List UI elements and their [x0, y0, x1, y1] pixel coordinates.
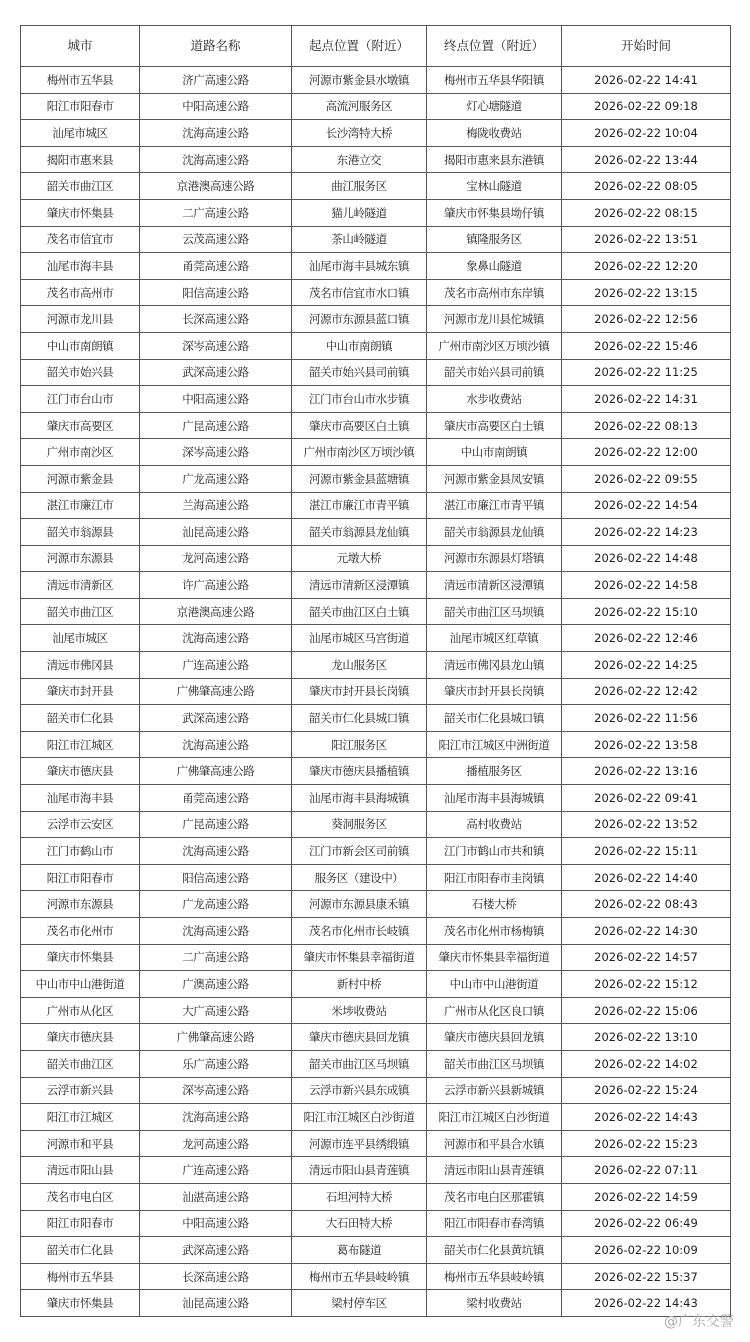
- table-row: [21, 332, 731, 359]
- table-row: [21, 598, 731, 625]
- cell-road-name: 济广高速公路: [140, 67, 292, 94]
- cell-end-location: 茂名市电白区那霍镇: [427, 1183, 562, 1210]
- cell-start-time: 2026-02-22 15:10: [562, 598, 731, 625]
- cell-start-location: 服务区（建设中）: [292, 864, 427, 891]
- cell-start-time: 2026-02-22 12:46: [562, 625, 731, 652]
- cell-start-location: 河源市紫金县蓝塘镇: [292, 465, 427, 492]
- cell-road-name: 汕昆高速公路: [140, 1290, 292, 1317]
- cell-city: 江门市鹤山市: [21, 838, 140, 865]
- cell-end-location: 灯心塘隧道: [427, 93, 562, 120]
- cell-road-name: 深岑高速公路: [140, 1077, 292, 1104]
- cell-end-location: 清远市阳山县青莲镇: [427, 1157, 562, 1184]
- cell-start-location: 韶关市曲江区白土镇: [292, 598, 427, 625]
- cell-end-location: 梁村收费站: [427, 1290, 562, 1317]
- cell-start-location: 茂名市信宜市水口镇: [292, 279, 427, 306]
- cell-start-time: 2026-02-22 15:06: [562, 997, 731, 1024]
- table-row: [21, 918, 731, 945]
- road-data-table: [20, 25, 731, 1317]
- cell-start-location: 猫儿岭隧道: [292, 199, 427, 226]
- cell-start-location: 汕尾市海丰县海城镇: [292, 785, 427, 812]
- cell-end-location: 梅州市五华县岐岭镇: [427, 1263, 562, 1290]
- cell-road-name: 中阳高速公路: [140, 1210, 292, 1237]
- cell-start-location: 河源市连平县绣缎镇: [292, 1130, 427, 1157]
- cell-start-location: 肇庆市封开县长岗镇: [292, 678, 427, 705]
- table-row: [21, 1130, 731, 1157]
- cell-start-time: 2026-02-22 08:05: [562, 173, 731, 200]
- cell-start-location: 米埗收费站: [292, 997, 427, 1024]
- cell-end-location: 梅州市五华县华阳镇: [427, 67, 562, 94]
- cell-city: 韶关市仁化县: [21, 705, 140, 732]
- cell-city: 河源市龙川县: [21, 306, 140, 333]
- cell-road-name: 汕湛高速公路: [140, 1183, 292, 1210]
- cell-start-location: 江门市台山市水步镇: [292, 386, 427, 413]
- cell-start-location: 清远市阳山县青莲镇: [292, 1157, 427, 1184]
- cell-road-name: 武深高速公路: [140, 359, 292, 386]
- cell-city: 阳江市阳春市: [21, 1210, 140, 1237]
- cell-road-name: 长深高速公路: [140, 306, 292, 333]
- header-city: 城市: [21, 26, 140, 67]
- cell-start-location: 汕尾市城区马宫街道: [292, 625, 427, 652]
- cell-start-time: 2026-02-22 14:58: [562, 572, 731, 599]
- cell-city: 韶关市翁源县: [21, 519, 140, 546]
- cell-start-time: 2026-02-22 13:10: [562, 1024, 731, 1051]
- cell-start-location: 河源市东源县康禾镇: [292, 891, 427, 918]
- cell-start-time: 2026-02-22 09:18: [562, 93, 731, 120]
- cell-road-name: 广佛肇高速公路: [140, 758, 292, 785]
- cell-start-location: 河源市紫金县水墩镇: [292, 67, 427, 94]
- cell-end-location: 湛江市廉江市青平镇: [427, 492, 562, 519]
- cell-start-time: 2026-02-22 15:24: [562, 1077, 731, 1104]
- cell-start-time: 2026-02-22 08:15: [562, 199, 731, 226]
- cell-start-time: 2026-02-22 11:56: [562, 705, 731, 732]
- cell-start-location: 肇庆市怀集县幸福街道: [292, 944, 427, 971]
- cell-road-name: 沈海高速公路: [140, 625, 292, 652]
- cell-road-name: 广昆高速公路: [140, 412, 292, 439]
- cell-start-location: 云浮市新兴县东成镇: [292, 1077, 427, 1104]
- cell-start-location: 大石田特大桥: [292, 1210, 427, 1237]
- table-row: [21, 279, 731, 306]
- table-row: [21, 705, 731, 732]
- cell-start-time: 2026-02-22 14:31: [562, 386, 731, 413]
- cell-start-location: 肇庆市德庆县播植镇: [292, 758, 427, 785]
- cell-city: 清远市阳山县: [21, 1157, 140, 1184]
- cell-road-name: 甬莞高速公路: [140, 253, 292, 280]
- cell-city: 江门市台山市: [21, 386, 140, 413]
- cell-road-name: 武深高速公路: [140, 705, 292, 732]
- cell-end-location: 中山市南朗镇: [427, 439, 562, 466]
- cell-start-location: 元墩大桥: [292, 545, 427, 572]
- table-row: [21, 253, 731, 280]
- cell-road-name: 阳信高速公路: [140, 864, 292, 891]
- cell-end-location: 云浮市新兴县新城镇: [427, 1077, 562, 1104]
- table-row: [21, 93, 731, 120]
- cell-city: 阳江市江城区: [21, 731, 140, 758]
- cell-start-location: 葛布隧道: [292, 1237, 427, 1264]
- table-row: [21, 1183, 731, 1210]
- cell-start-time: 2026-02-22 13:16: [562, 758, 731, 785]
- cell-city: 清远市清新区: [21, 572, 140, 599]
- cell-end-location: 广州市南沙区万顷沙镇: [427, 332, 562, 359]
- table-row: [21, 1210, 731, 1237]
- cell-road-name: 广龙高速公路: [140, 465, 292, 492]
- cell-end-location: 肇庆市高要区白土镇: [427, 412, 562, 439]
- cell-city: 梅州市五华县: [21, 67, 140, 94]
- table-row: [21, 492, 731, 519]
- cell-road-name: 沈海高速公路: [140, 120, 292, 147]
- cell-end-location: 镇隆服务区: [427, 226, 562, 253]
- table-row: [21, 120, 731, 147]
- cell-road-name: 京港澳高速公路: [140, 173, 292, 200]
- cell-start-time: 2026-02-22 09:55: [562, 465, 731, 492]
- cell-road-name: 大广高速公路: [140, 997, 292, 1024]
- cell-city: 广州市南沙区: [21, 439, 140, 466]
- cell-city: 韶关市仁化县: [21, 1237, 140, 1264]
- cell-city: 肇庆市高要区: [21, 412, 140, 439]
- cell-end-location: 清远市清新区浸潭镇: [427, 572, 562, 599]
- cell-start-time: 2026-02-22 12:20: [562, 253, 731, 280]
- cell-road-name: 广龙高速公路: [140, 891, 292, 918]
- cell-end-location: 茂名市高州市东岸镇: [427, 279, 562, 306]
- cell-start-location: 江门市新会区司前镇: [292, 838, 427, 865]
- cell-city: 中山市中山港街道: [21, 971, 140, 998]
- cell-road-name: 武深高速公路: [140, 1237, 292, 1264]
- cell-city: 肇庆市怀集县: [21, 944, 140, 971]
- cell-road-name: 广佛肇高速公路: [140, 1024, 292, 1051]
- cell-city: 茂名市信宜市: [21, 226, 140, 253]
- cell-start-time: 2026-02-22 14:40: [562, 864, 731, 891]
- cell-end-location: 梅陇收费站: [427, 120, 562, 147]
- cell-city: 清远市佛冈县: [21, 652, 140, 679]
- cell-start-location: 葵洞服务区: [292, 811, 427, 838]
- table-row: [21, 1290, 731, 1317]
- cell-end-location: 清远市佛冈县龙山镇: [427, 652, 562, 679]
- cell-start-time: 2026-02-22 14:48: [562, 545, 731, 572]
- cell-start-time: 2026-02-22 12:00: [562, 439, 731, 466]
- cell-start-time: 2026-02-22 14:30: [562, 918, 731, 945]
- cell-road-name: 广昆高速公路: [140, 811, 292, 838]
- cell-start-location: 东港立交: [292, 146, 427, 173]
- cell-city: 阳江市江城区: [21, 1104, 140, 1131]
- table-row: [21, 1104, 731, 1131]
- cell-start-location: 韶关市曲江区马坝镇: [292, 1050, 427, 1077]
- cell-start-time: 2026-02-22 14:57: [562, 944, 731, 971]
- table-row: [21, 1077, 731, 1104]
- cell-end-location: 阳江市阳春市圭岗镇: [427, 864, 562, 891]
- cell-end-location: 象鼻山隧道: [427, 253, 562, 280]
- table-row: [21, 572, 731, 599]
- watermark: @广东交警: [664, 1314, 734, 1330]
- cell-start-time: 2026-02-22 10:04: [562, 120, 731, 147]
- cell-road-name: 汕昆高速公路: [140, 519, 292, 546]
- cell-start-time: 2026-02-22 15:11: [562, 838, 731, 865]
- cell-start-time: 2026-02-22 12:42: [562, 678, 731, 705]
- table-body: [21, 67, 731, 1317]
- cell-end-location: 汕尾市海丰县海城镇: [427, 785, 562, 812]
- cell-start-time: 2026-02-22 14:59: [562, 1183, 731, 1210]
- cell-start-time: 2026-02-22 14:02: [562, 1050, 731, 1077]
- cell-road-name: 乐广高速公路: [140, 1050, 292, 1077]
- cell-city: 韶关市曲江区: [21, 598, 140, 625]
- cell-city: 云浮市云安区: [21, 811, 140, 838]
- cell-start-time: 2026-02-22 14:43: [562, 1104, 731, 1131]
- cell-road-name: 云茂高速公路: [140, 226, 292, 253]
- cell-start-location: 茶山岭隧道: [292, 226, 427, 253]
- cell-start-time: 2026-02-22 13:15: [562, 279, 731, 306]
- table-row: [21, 412, 731, 439]
- table-row: [21, 386, 731, 413]
- cell-road-name: 阳信高速公路: [140, 279, 292, 306]
- cell-start-time: 2026-02-22 08:13: [562, 412, 731, 439]
- cell-city: 肇庆市德庆县: [21, 758, 140, 785]
- cell-city: 河源市东源县: [21, 891, 140, 918]
- cell-start-location: 曲江服务区: [292, 173, 427, 200]
- cell-road-name: 二广高速公路: [140, 944, 292, 971]
- table-row: [21, 67, 731, 94]
- cell-end-location: 河源市东源县灯塔镇: [427, 545, 562, 572]
- cell-start-time: 2026-02-22 13:52: [562, 811, 731, 838]
- cell-end-location: 韶关市曲江区马坝镇: [427, 598, 562, 625]
- cell-road-name: 广连高速公路: [140, 1157, 292, 1184]
- cell-city: 韶关市曲江区: [21, 1050, 140, 1077]
- cell-start-time: 2026-02-22 15:23: [562, 1130, 731, 1157]
- cell-road-name: 广澳高速公路: [140, 971, 292, 998]
- cell-start-location: 湛江市廉江市青平镇: [292, 492, 427, 519]
- cell-start-location: 韶关市翁源县龙仙镇: [292, 519, 427, 546]
- cell-city: 肇庆市怀集县: [21, 199, 140, 226]
- cell-end-location: 阳江市江城区中洲街道: [427, 731, 562, 758]
- cell-start-time: 2026-02-22 12:56: [562, 306, 731, 333]
- cell-end-location: 韶关市曲江区马坝镇: [427, 1050, 562, 1077]
- cell-road-name: 深岑高速公路: [140, 332, 292, 359]
- cell-city: 梅州市五华县: [21, 1263, 140, 1290]
- cell-road-name: 许广高速公路: [140, 572, 292, 599]
- cell-start-time: 2026-02-22 11:25: [562, 359, 731, 386]
- cell-end-location: 肇庆市封开县长岗镇: [427, 678, 562, 705]
- cell-city: 河源市和平县: [21, 1130, 140, 1157]
- cell-start-location: 高流河服务区: [292, 93, 427, 120]
- cell-start-time: 2026-02-22 13:44: [562, 146, 731, 173]
- cell-end-location: 肇庆市怀集县坳仔镇: [427, 199, 562, 226]
- table-row: [21, 439, 731, 466]
- cell-start-time: 2026-02-22 15:37: [562, 1263, 731, 1290]
- cell-city: 河源市东源县: [21, 545, 140, 572]
- header-start-location: 起点位置（附近）: [292, 26, 427, 67]
- cell-end-location: 韶关市始兴县司前镇: [427, 359, 562, 386]
- cell-end-location: 水步收费站: [427, 386, 562, 413]
- cell-start-time: 2026-02-22 13:51: [562, 226, 731, 253]
- cell-end-location: 江门市鹤山市共和镇: [427, 838, 562, 865]
- cell-city: 肇庆市怀集县: [21, 1290, 140, 1317]
- cell-start-location: 肇庆市德庆县回龙镇: [292, 1024, 427, 1051]
- cell-city: 云浮市新兴县: [21, 1077, 140, 1104]
- cell-start-location: 广州市南沙区万顷沙镇: [292, 439, 427, 466]
- table-row: [21, 864, 731, 891]
- cell-start-location: 长沙湾特大桥: [292, 120, 427, 147]
- cell-city: 广州市从化区: [21, 997, 140, 1024]
- cell-end-location: 揭阳市惠来县东港镇: [427, 146, 562, 173]
- cell-start-location: 韶关市始兴县司前镇: [292, 359, 427, 386]
- header-end-location: 终点位置（附近）: [427, 26, 562, 67]
- cell-start-time: 2026-02-22 14:41: [562, 67, 731, 94]
- cell-start-location: 梅州市五华县岐岭镇: [292, 1263, 427, 1290]
- cell-start-location: 中山市南朗镇: [292, 332, 427, 359]
- table-row: [21, 1024, 731, 1051]
- header-road-name: 道路名称: [140, 26, 292, 67]
- table-row: [21, 891, 731, 918]
- table-row: [21, 226, 731, 253]
- cell-road-name: 深岑高速公路: [140, 439, 292, 466]
- cell-road-name: 沈海高速公路: [140, 1104, 292, 1131]
- cell-start-time: 2026-02-22 08:43: [562, 891, 731, 918]
- cell-road-name: 中阳高速公路: [140, 386, 292, 413]
- cell-start-time: 2026-02-22 09:41: [562, 785, 731, 812]
- cell-end-location: 汕尾市城区红草镇: [427, 625, 562, 652]
- table-row: [21, 1157, 731, 1184]
- cell-end-location: 河源市龙川县佗城镇: [427, 306, 562, 333]
- cell-start-location: 梁村停车区: [292, 1290, 427, 1317]
- cell-end-location: 肇庆市德庆县回龙镇: [427, 1024, 562, 1051]
- table-row: [21, 519, 731, 546]
- table-row: [21, 652, 731, 679]
- cell-start-time: 2026-02-22 06:49: [562, 1210, 731, 1237]
- cell-city: 中山市南朗镇: [21, 332, 140, 359]
- cell-city: 茂名市化州市: [21, 918, 140, 945]
- table-row: [21, 731, 731, 758]
- cell-start-location: 龙山服务区: [292, 652, 427, 679]
- cell-end-location: 石楼大桥: [427, 891, 562, 918]
- table-row: [21, 359, 731, 386]
- cell-start-location: 韶关市仁化县城口镇: [292, 705, 427, 732]
- cell-start-time: 2026-02-22 07:11: [562, 1157, 731, 1184]
- cell-city: 韶关市曲江区: [21, 173, 140, 200]
- cell-road-name: 广佛肇高速公路: [140, 678, 292, 705]
- cell-road-name: 兰海高速公路: [140, 492, 292, 519]
- table-row: [21, 971, 731, 998]
- table-row: [21, 785, 731, 812]
- cell-end-location: 韶关市仁化县城口镇: [427, 705, 562, 732]
- cell-road-name: 龙河高速公路: [140, 1130, 292, 1157]
- cell-city: 肇庆市封开县: [21, 678, 140, 705]
- cell-road-name: 甬莞高速公路: [140, 785, 292, 812]
- cell-start-location: 阳江服务区: [292, 731, 427, 758]
- cell-city: 肇庆市德庆县: [21, 1024, 140, 1051]
- cell-city: 汕尾市海丰县: [21, 785, 140, 812]
- cell-end-location: 河源市紫金县凤安镇: [427, 465, 562, 492]
- cell-end-location: 韶关市仁化县黄坑镇: [427, 1237, 562, 1264]
- header-start-time: 开始时间: [562, 26, 731, 67]
- cell-start-time: 2026-02-22 13:58: [562, 731, 731, 758]
- cell-road-name: 沈海高速公路: [140, 731, 292, 758]
- table-row: [21, 1263, 731, 1290]
- table-row: [21, 465, 731, 492]
- cell-road-name: 龙河高速公路: [140, 545, 292, 572]
- table-row: [21, 678, 731, 705]
- cell-end-location: 播植服务区: [427, 758, 562, 785]
- cell-end-location: 肇庆市怀集县幸福街道: [427, 944, 562, 971]
- cell-road-name: 沈海高速公路: [140, 838, 292, 865]
- table-row: [21, 811, 731, 838]
- cell-end-location: 河源市和平县合水镇: [427, 1130, 562, 1157]
- table-row: [21, 1237, 731, 1264]
- table-row: [21, 306, 731, 333]
- cell-start-time: 2026-02-22 15:46: [562, 332, 731, 359]
- cell-start-location: 清远市清新区浸潭镇: [292, 572, 427, 599]
- table-row: [21, 944, 731, 971]
- table-row: [21, 758, 731, 785]
- cell-end-location: 韶关市翁源县龙仙镇: [427, 519, 562, 546]
- table-row: [21, 545, 731, 572]
- cell-road-name: 沈海高速公路: [140, 918, 292, 945]
- cell-start-time: 2026-02-22 14:23: [562, 519, 731, 546]
- cell-end-location: 高村收费站: [427, 811, 562, 838]
- cell-start-location: 汕尾市海丰县城东镇: [292, 253, 427, 280]
- cell-road-name: 二广高速公路: [140, 199, 292, 226]
- cell-start-time: 2026-02-22 14:43: [562, 1290, 731, 1317]
- cell-city: 河源市紫金县: [21, 465, 140, 492]
- cell-road-name: 沈海高速公路: [140, 146, 292, 173]
- cell-city: 汕尾市城区: [21, 120, 140, 147]
- table-row: [21, 838, 731, 865]
- cell-city: 茂名市高州市: [21, 279, 140, 306]
- table-row: [21, 173, 731, 200]
- cell-city: 汕尾市城区: [21, 625, 140, 652]
- cell-city: 汕尾市海丰县: [21, 253, 140, 280]
- table-row: [21, 199, 731, 226]
- cell-city: 揭阳市惠来县: [21, 146, 140, 173]
- cell-start-time: 2026-02-22 14:54: [562, 492, 731, 519]
- cell-city: 韶关市始兴县: [21, 359, 140, 386]
- cell-road-name: 广连高速公路: [140, 652, 292, 679]
- table-row: [21, 625, 731, 652]
- cell-start-time: 2026-02-22 14:25: [562, 652, 731, 679]
- cell-end-location: 广州市从化区良口镇: [427, 997, 562, 1024]
- table-header-row: [21, 26, 731, 67]
- cell-start-location: 新村中桥: [292, 971, 427, 998]
- cell-city: 阳江市阳春市: [21, 864, 140, 891]
- cell-start-location: 肇庆市高要区白土镇: [292, 412, 427, 439]
- cell-start-time: 2026-02-22 10:09: [562, 1237, 731, 1264]
- table-row: [21, 146, 731, 173]
- cell-start-location: 河源市东源县蓝口镇: [292, 306, 427, 333]
- cell-end-location: 宝林山隧道: [427, 173, 562, 200]
- cell-start-location: 茂名市化州市长岐镇: [292, 918, 427, 945]
- cell-city: 阳江市阳春市: [21, 93, 140, 120]
- cell-start-time: 2026-02-22 15:12: [562, 971, 731, 998]
- cell-city: 茂名市电白区: [21, 1183, 140, 1210]
- cell-start-location: 阳江市江城区白沙街道: [292, 1104, 427, 1131]
- cell-road-name: 长深高速公路: [140, 1263, 292, 1290]
- cell-city: 湛江市廉江市: [21, 492, 140, 519]
- cell-end-location: 阳江市江城区白沙街道: [427, 1104, 562, 1131]
- cell-end-location: 阳江市阳春市春湾镇: [427, 1210, 562, 1237]
- cell-end-location: 中山市中山港街道: [427, 971, 562, 998]
- table-row: [21, 1050, 731, 1077]
- cell-road-name: 京港澳高速公路: [140, 598, 292, 625]
- cell-road-name: 中阳高速公路: [140, 93, 292, 120]
- table-row: [21, 997, 731, 1024]
- cell-end-location: 茂名市化州市杨梅镇: [427, 918, 562, 945]
- cell-start-location: 石坦河特大桥: [292, 1183, 427, 1210]
